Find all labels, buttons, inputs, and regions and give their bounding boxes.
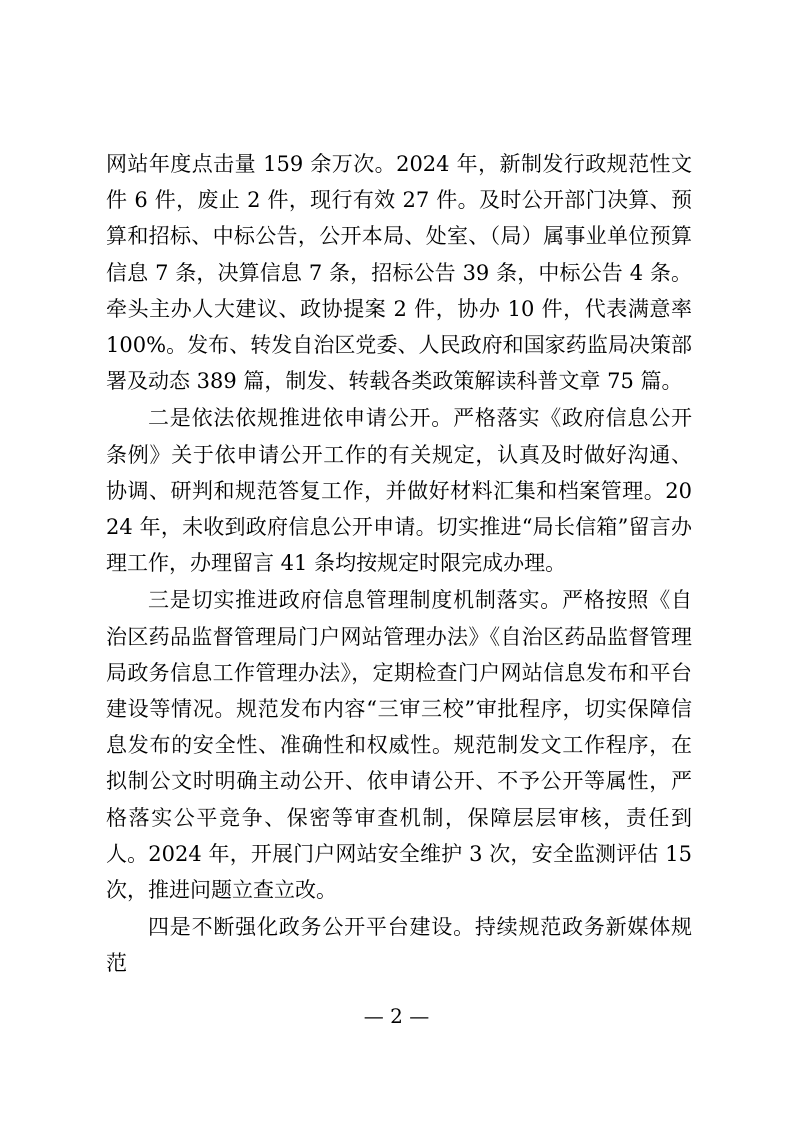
paragraph-3-text: 严格按照《自治区药品监督管理局门户网站管理办法》《自治区药品监督管理局政务信息工作管理办法》，定期检查门户网站信息发布和平台建设等情况。规范发布内容“三审三校”审批程序，切实保障信息发布的安全性、准确性和权威性。规范制发文工作程序，在拟制公文时明确主动公开、依申请公开、不予公开等属性，严格落实公平竞争、保密等审查机制，保障层层审核，责任到人。2024 年，开展门户网站安全维护 3 次，安全监测评估 15 次，推进问题立查立改。 [106, 588, 693, 903]
paragraph-1 [106, 146, 692, 399]
paragraph-3 [106, 582, 692, 908]
paragraph-2 [106, 400, 692, 581]
paragraph-4-text: 持续规范政务新媒体规范 [106, 915, 692, 976]
paragraph-4 [106, 909, 692, 981]
paragraph-3-lead: 三是切实推进政府信息管理制度机制落实。 [148, 588, 563, 613]
page-number: — 2 — [363, 1004, 430, 1028]
paragraph-1-text: 网站年度点击量 159 余万次。2024 年，新制发行政规范性文件 6 件，废止 2 件，现行有效 27 件。及时公开部门决算、预算和招标、中标公告，公开本局、处室、（局）属事业单位预算信息 7 条，决算信息 7 条，招标公告 39 条，中标公告 4 条。牵头主办人大建议、政协提案 2 件，协办 10 件，代表满意率 100%。发布、转发自治区党委、人民政府和国家药监局决策部署及动态 389 篇，制发、转载各类政策解读科普文章 75 篇。 [106, 152, 692, 394]
paragraph-2-text: 严格落实《政府信息公开条例》关于依申请公开工作的有关规定，认真及时做好沟通、协调、研判和规范答复工作，并做好材料汇集和档案管理。2024 年，未收到政府信息公开申请。切实推进“局长信箱”留言办理工作，办理留言 41 条均按规定时限完成办理。 [106, 406, 693, 576]
paragraph-4-lead: 四是不断强化政务公开平台建设。 [148, 915, 475, 940]
document-body [106, 146, 692, 982]
paragraph-2-lead: 二是依法依规推进依申请公开。 [148, 406, 454, 431]
